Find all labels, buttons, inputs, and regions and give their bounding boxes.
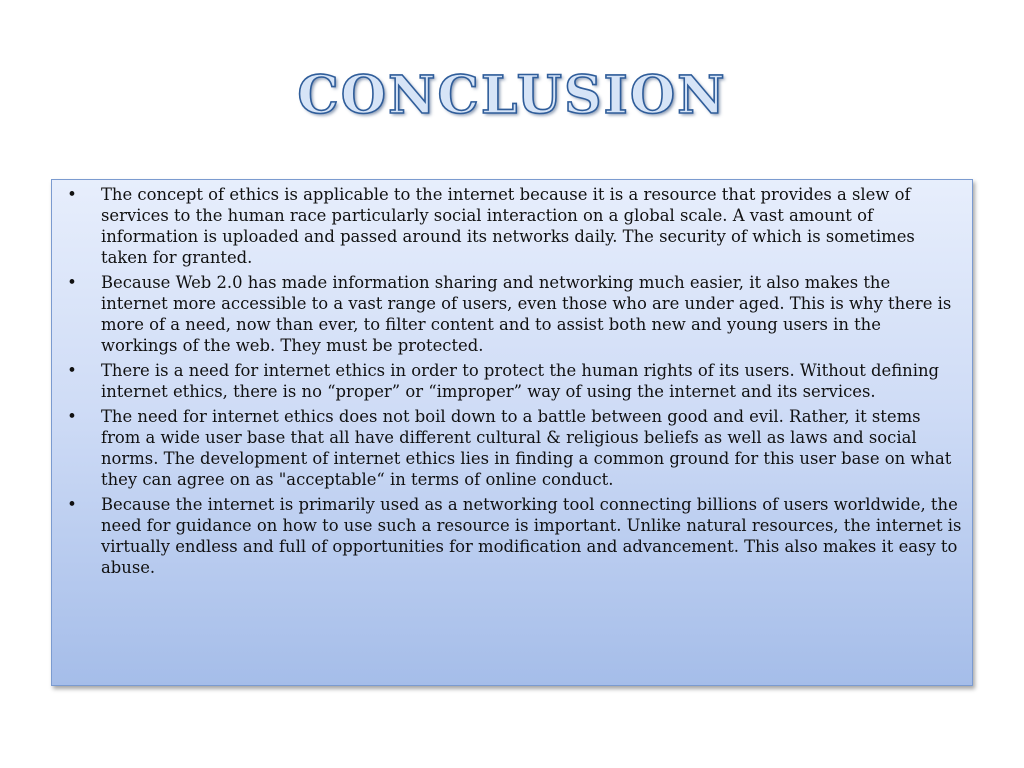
bullet-icon: • [67,495,77,514]
slide-title: CONCLUSION [297,65,727,126]
bullet-text: The need for internet ethics does not boil down to a battle between good and evil. Rather, it stems from a wide user base that all have different cultural & religious beliefs as well as laws and social norms. The development of internet ethics lies in finding a common ground for this user base on what they can agree on as "acceptable“ in terms of online conduct. [101,407,952,489]
bullet-item [62,360,962,402]
bullet-list [62,184,962,578]
bullet-text: The concept of ethics is applicable to the internet because it is a resource that provides a slew of services to the human race particularly social interaction on a global scale. A vast amount of information is uploaded and passed around its networks daily. The security of which is sometimes taken for granted. [101,185,915,267]
bullet-icon: • [67,407,77,426]
bullet-text: Because the internet is primarily used as a networking tool connecting billions of users worldwide, the need for guidance on how to use such a resource is important. Unlike natural resources, the internet is virtually endless and full of opportunities for modification and advancement. This also makes it easy to abuse. [101,495,962,577]
bullet-item [62,184,962,268]
bullet-item [62,406,962,490]
bullet-text: Because Web 2.0 has made information sharing and networking much easier, it also makes the internet more accessible to a vast range of users, even those who are under aged. This is why there is more of a need, now than ever, to filter content and to assist both new and young users in the workings of the web. They must be protected. [101,273,952,355]
bullet-icon: • [67,273,77,292]
bullet-text: There is a need for internet ethics in order to protect the human rights of its users. Without defining internet ethics, there is no “proper” or “improper” way of using the internet and its services. [101,361,939,401]
bullet-icon: • [67,361,77,380]
content-box [51,179,973,686]
bullet-item [62,494,962,578]
bullet-icon: • [67,185,77,204]
bullet-item [62,272,962,356]
